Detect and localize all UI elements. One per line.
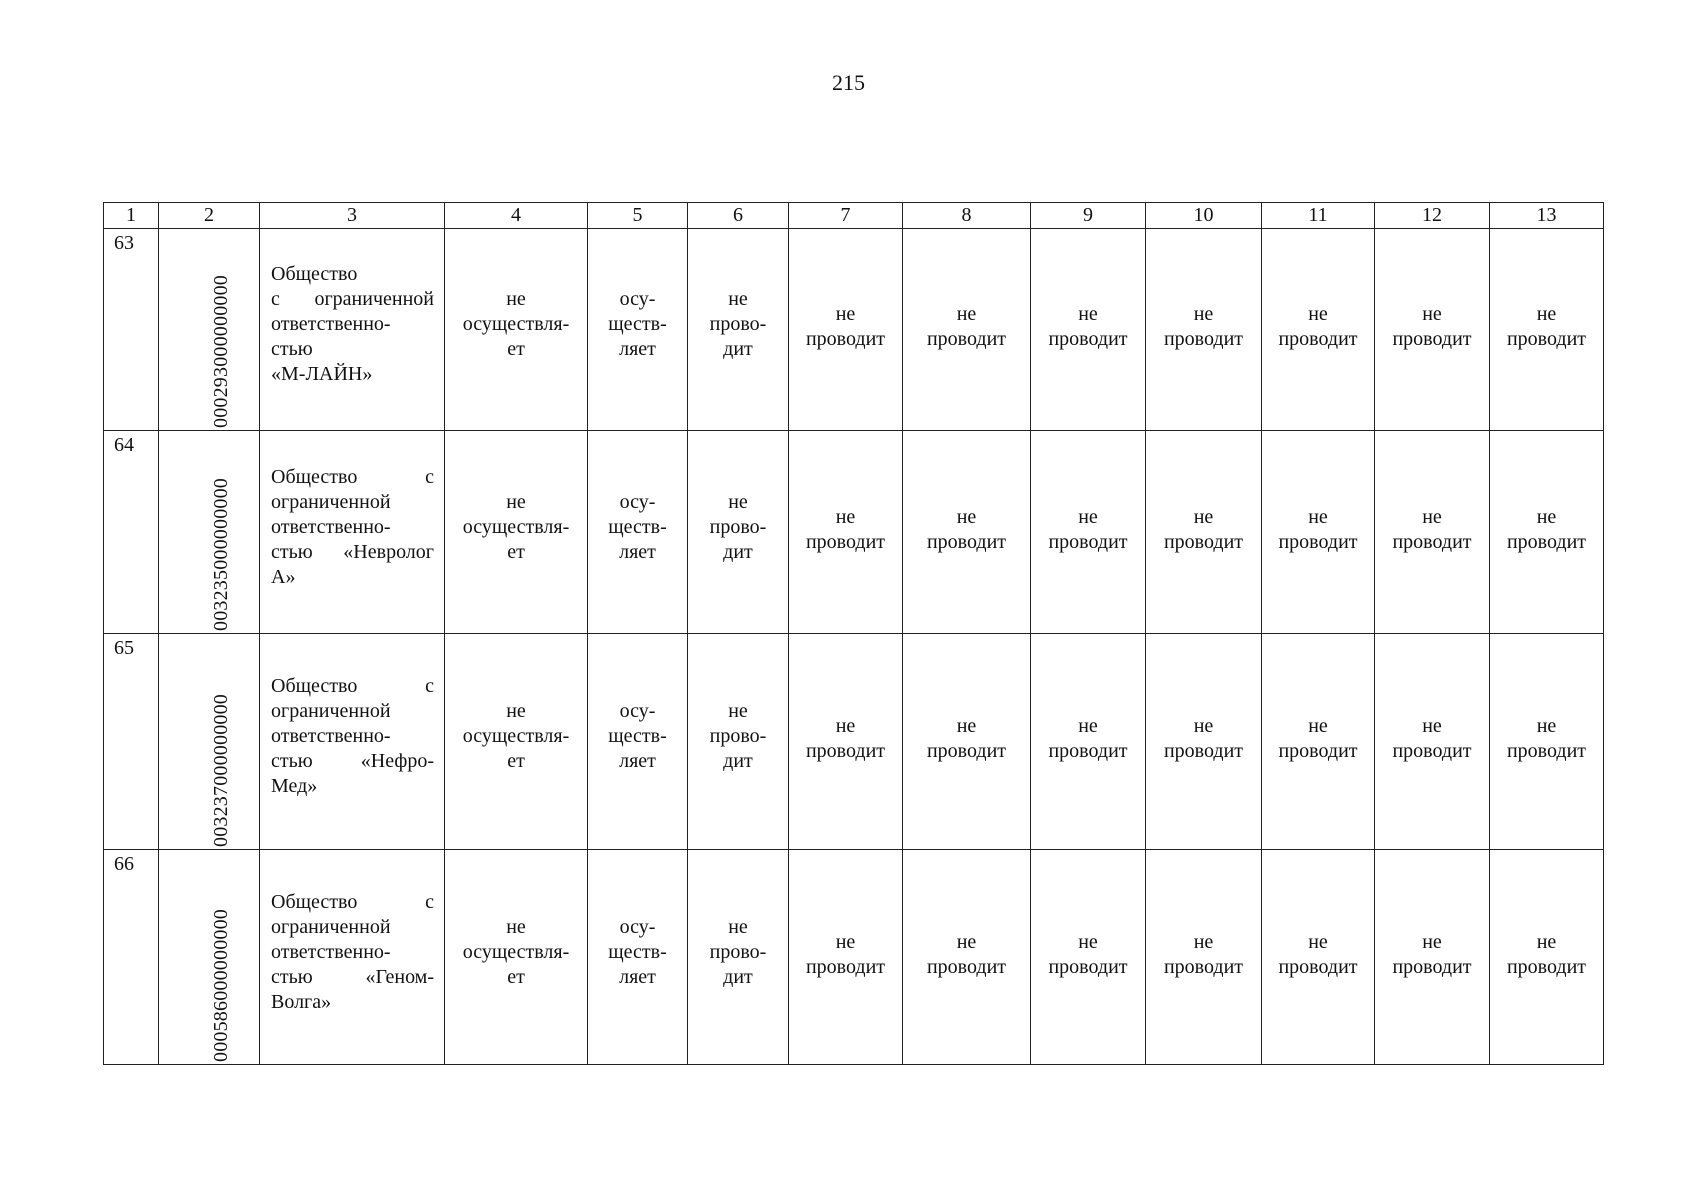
column-header-4: 4 [445,203,588,229]
cell-text [1392,505,1471,555]
column-header-13: 13 [1490,203,1604,229]
cell-line: проводит [1048,740,1128,762]
cell-text [1392,714,1471,764]
activity-type-cell [588,431,688,634]
registry-code: 003235000000000 [210,478,232,631]
cell-text [463,490,570,565]
col10-cell [1146,850,1262,1065]
cell-text [806,714,885,764]
cell-line: прово- [709,515,767,538]
col11-cell [1262,229,1375,431]
column-header-12: 12 [1375,203,1490,229]
cell-line: не [728,288,748,310]
organization-name-line: стью «Невролог [271,540,434,563]
organization-name-line: Мед» [271,775,318,797]
organization-name-cell [260,634,445,850]
cell-line: проводит [1048,530,1128,553]
activity-type-cell [588,229,688,431]
cell-line: ет [507,750,525,772]
cell-text [1278,714,1357,764]
organization-name-line: А» [271,565,296,588]
cell-text [710,287,767,362]
cell-line: ляет [619,338,656,360]
cell-line: дит [723,338,753,360]
cell-line: проводит [926,328,1007,350]
organization-name-line: ограниченной [271,490,391,513]
cell-line: не [956,303,977,325]
cell-text [463,915,570,990]
column-header-1: 1 [104,203,159,229]
column-header-8: 8 [903,203,1031,229]
cell-text [1048,930,1127,980]
cell-text [1164,714,1243,764]
cell-line: не [1308,303,1328,325]
cell-text [1507,302,1586,352]
cell-text [1164,930,1243,980]
cell-line: проводит [805,955,886,978]
cell-line: проводит [1278,740,1358,762]
cell-line: не [1193,930,1214,953]
registry-code-cell [159,634,260,850]
activity-type-cell [588,850,688,1065]
check-cell [688,634,789,850]
cell-text [1048,302,1127,352]
cell-line: не [1078,930,1098,953]
page-number: 215 [832,70,865,95]
registry-code-cell [159,229,260,431]
header-row [104,203,1604,229]
col8-cell [903,634,1031,850]
organization-name [271,465,434,590]
cell-line: проводит [1392,328,1472,350]
cell-text [1392,930,1471,980]
cell-line: осу- [619,700,656,722]
cell-line: проводит [1278,955,1358,978]
cell-text [463,699,570,774]
cell-line: не [506,490,526,513]
col12-cell [1375,431,1490,634]
cell-line: проводит [805,740,886,762]
cell-line: не [1078,505,1098,528]
activity-type-cell [588,634,688,850]
cell-text [463,287,570,362]
organization-name-line: «М-ЛАЙН» [271,363,373,385]
cell-line: ет [507,540,525,563]
cell-line: не [835,930,856,953]
organization-name-line: ограниченной [271,700,391,722]
organization-name-cell [260,229,445,431]
cell-line: не [835,303,856,325]
cell-line: не [1536,303,1557,325]
cell-line: проводит [926,530,1007,553]
cell-line: проводит [1506,328,1587,350]
registry-code-cell [159,431,260,634]
cell-line: не [835,505,856,528]
registry-code: 000586000000000 [210,909,232,1062]
organization-name-line: Общество с [271,675,434,697]
cell-line: не [1536,505,1557,528]
cell-line: проводит [1506,955,1587,978]
cell-text [806,505,885,555]
activity-cell [445,431,588,634]
col13-cell [1490,634,1604,850]
cell-text [1164,505,1243,555]
cell-line: проводит [1163,530,1244,553]
cell-line: дит [723,750,753,772]
cell-line: не [728,700,748,722]
cell-line: не [1308,930,1328,953]
organization-name-line: Общество с [271,465,434,488]
cell-text [1392,302,1471,352]
col10-cell [1146,229,1262,431]
table-row [104,431,1604,634]
cell-line: осуществля- [462,940,570,963]
cell-text [1507,505,1586,555]
cell-line: не [1193,715,1214,737]
col10-cell [1146,634,1262,850]
cell-text [608,287,667,362]
cell-line: проводит [1392,530,1472,553]
organization-name [271,890,434,1015]
check-cell [688,229,789,431]
cell-line: осу- [619,490,656,513]
col11-cell [1262,634,1375,850]
col8-cell [903,850,1031,1065]
registry-code-cell [159,850,260,1065]
cell-line: не [1193,505,1214,528]
column-header-5: 5 [588,203,688,229]
cell-line: не [1078,715,1098,737]
cell-line: проводит [1278,328,1358,350]
col8-cell [903,229,1031,431]
cell-line: проводит [1506,740,1587,762]
col7-cell [789,634,903,850]
cell-line: проводит [1048,955,1128,978]
cell-line: проводит [1163,328,1244,350]
organization-name-cell [260,850,445,1065]
row-number: 65 [104,634,159,850]
col7-cell [789,431,903,634]
cell-text [806,302,885,352]
cell-text [1507,714,1586,764]
cell-line: ет [507,965,525,988]
cell-line: проводит [1506,530,1587,553]
cell-text [1048,714,1127,764]
organization-name [271,262,434,387]
cell-line: ляет [619,540,656,563]
cell-line: проводит [1163,740,1244,762]
cell-text [710,490,767,565]
cell-line: не [1536,930,1557,953]
cell-line: ществ- [608,940,667,963]
col9-cell [1031,634,1146,850]
cell-text [806,930,885,980]
cell-line: ляет [619,750,656,772]
organization-name-cell [260,431,445,634]
col11-cell [1262,431,1375,634]
cell-text [1164,302,1243,352]
table-row [104,634,1604,850]
cell-text [927,505,1006,555]
cell-line: не [728,490,748,513]
cell-line: осуществля- [462,313,570,335]
cell-line: не [1193,303,1214,325]
registry-table [103,202,1604,1065]
check-cell [688,431,789,634]
cell-text [1278,930,1357,980]
column-header-2: 2 [159,203,260,229]
cell-line: не [506,915,526,938]
registry-code: 000293000000000 [210,275,232,428]
col11-cell [1262,850,1375,1065]
cell-text [1507,930,1586,980]
cell-line: прово- [709,940,767,963]
col12-cell [1375,850,1490,1065]
cell-line: не [956,930,977,953]
activity-cell [445,634,588,850]
cell-line: не [1078,303,1098,325]
cell-line: не [506,700,526,722]
cell-line: проводит [805,328,886,350]
cell-line: ет [507,338,525,360]
cell-line: не [728,915,748,938]
cell-line: прово- [709,313,767,335]
cell-line: не [1422,303,1442,325]
cell-line: проводит [1392,740,1472,762]
row-number: 64 [104,431,159,634]
organization-name-line: стью «Нефро- [271,750,434,772]
col10-cell [1146,431,1262,634]
organization-name-line: ограниченной [271,915,391,938]
cell-line: ществ- [608,313,667,335]
cell-text [927,930,1006,980]
table-row [104,229,1604,431]
organization-name-line: Волга» [271,990,332,1013]
cell-line: не [1308,505,1328,528]
cell-text [608,915,667,990]
organization-name [271,674,434,799]
col13-cell [1490,229,1604,431]
organization-name-line: ответственно- [271,940,391,963]
cell-line: не [1422,505,1442,528]
cell-line: проводит [1163,955,1244,978]
table-row [104,850,1604,1065]
cell-line: ществ- [608,515,667,538]
col9-cell [1031,229,1146,431]
cell-line: осуществля- [462,515,570,538]
registry-code: 003237000000000 [210,694,232,847]
cell-line: не [956,715,977,737]
col7-cell [789,850,903,1065]
organization-name-line: стью «Геном- [271,965,434,988]
col13-cell [1490,431,1604,634]
cell-text [1048,505,1127,555]
cell-text [1278,302,1357,352]
cell-line: не [956,505,977,528]
col7-cell [789,229,903,431]
cell-line: не [1536,715,1557,737]
row-number: 66 [104,850,159,1065]
organization-name-line: ответственно- [271,313,391,335]
column-header-11: 11 [1262,203,1375,229]
column-header-10: 10 [1146,203,1262,229]
cell-line: ляет [619,965,656,988]
cell-text [608,490,667,565]
organization-name-line: Общество [271,263,358,285]
column-header-7: 7 [789,203,903,229]
cell-line: проводит [1048,328,1128,350]
cell-text [927,714,1006,764]
cell-line: проводит [926,740,1007,762]
col8-cell [903,431,1031,634]
cell-line: дит [723,965,753,988]
cell-text [710,699,767,774]
organization-name-line: с ограниченной [271,288,434,310]
col12-cell [1375,634,1490,850]
cell-text [927,302,1006,352]
cell-line: проводит [1278,530,1358,553]
col13-cell [1490,850,1604,1065]
column-header-3: 3 [260,203,445,229]
cell-line: не [835,715,856,737]
row-number: 63 [104,229,159,431]
cell-text [608,699,667,774]
cell-line: дит [723,540,753,563]
cell-line: ществ- [608,725,667,747]
cell-line: осу- [619,915,656,938]
column-header-9: 9 [1031,203,1146,229]
cell-line: проводит [926,955,1007,978]
organization-name-line: ответственно- [271,725,391,747]
cell-line: прово- [709,725,767,747]
col12-cell [1375,229,1490,431]
activity-cell [445,229,588,431]
column-header-6: 6 [688,203,789,229]
cell-line: не [1422,715,1442,737]
check-cell [688,850,789,1065]
cell-text [710,915,767,990]
col9-cell [1031,431,1146,634]
organization-name-line: стью [271,338,313,360]
cell-line: осу- [619,288,656,310]
cell-line: не [1422,930,1442,953]
organization-name-line: ответственно- [271,515,391,538]
col9-cell [1031,850,1146,1065]
cell-line: не [1308,715,1328,737]
cell-line: проводит [1392,955,1472,978]
organization-name-line: Общество с [271,890,434,913]
cell-line: проводит [805,530,886,553]
cell-line: не [506,288,526,310]
activity-cell [445,850,588,1065]
cell-line: осуществля- [462,725,570,747]
cell-text [1278,505,1357,555]
